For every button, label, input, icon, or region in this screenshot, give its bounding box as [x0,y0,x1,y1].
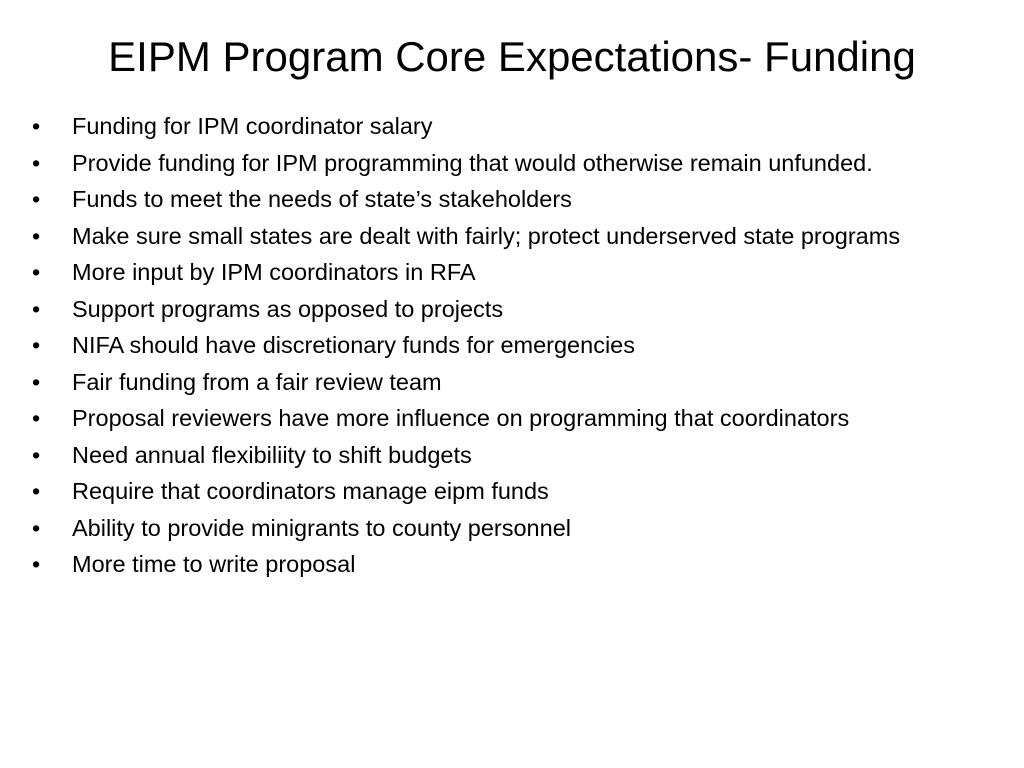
bullet-mark: • [32,551,41,577]
bullet-mark: • [32,368,41,395]
bullet-item [32,441,992,470]
bullet-text: Need annual flexibiliity to shift budgets [72,441,472,468]
bullet-item [32,185,992,214]
bullet-item [32,295,992,324]
bullet-item [32,550,992,579]
bullet-item [32,331,992,360]
bullet-mark: • [32,295,41,322]
bullet-list [32,112,992,587]
bullet-text: Require that coordinators manage eipm funds [72,478,549,504]
bullet-mark: • [32,405,41,431]
bullet-text: NIFA should have discretionary funds for emergencies [72,332,635,358]
bullet-item [32,368,992,397]
bullet-text: Funds to meet the needs of state’s stakeholders [72,186,572,212]
bullet-item [32,404,992,433]
bullet-mark: • [32,149,41,176]
bullet-item [32,258,992,287]
bullet-text: Provide funding for IPM programming that would otherwise remain unfunded. [72,149,873,176]
bullet-mark: • [32,222,41,249]
bullet-text: Fair funding from a fair review team [72,368,442,395]
bullet-mark: • [32,332,41,358]
bullet-item [32,222,992,251]
slide-title: EIPM Program Core Expectations- Funding [108,33,916,80]
bullet-mark: • [32,441,41,468]
bullet-item [32,149,992,178]
bullet-text: Proposal reviewers have more influence on programming that coordinators [72,405,850,431]
bullet-mark: • [32,259,41,285]
bullet-text: Support programs as opposed to projects [72,295,504,322]
bullet-text: Funding for IPM coordinator salary [72,113,433,139]
bullet-mark: • [32,186,41,212]
bullet-text: Ability to provide minigrants to county personnel [72,514,571,541]
bullet-item [32,477,992,506]
bullet-item [32,112,992,141]
bullet-mark: • [32,478,41,504]
bullet-mark: • [32,113,41,139]
bullet-text: More time to write proposal [72,551,356,577]
bullet-item [32,514,992,543]
bullet-mark: • [32,514,41,541]
bullet-text: Make sure small states are dealt with fairly; protect underserved state programs [72,222,901,249]
bullet-text: More input by IPM coordinators in RFA [72,259,476,285]
